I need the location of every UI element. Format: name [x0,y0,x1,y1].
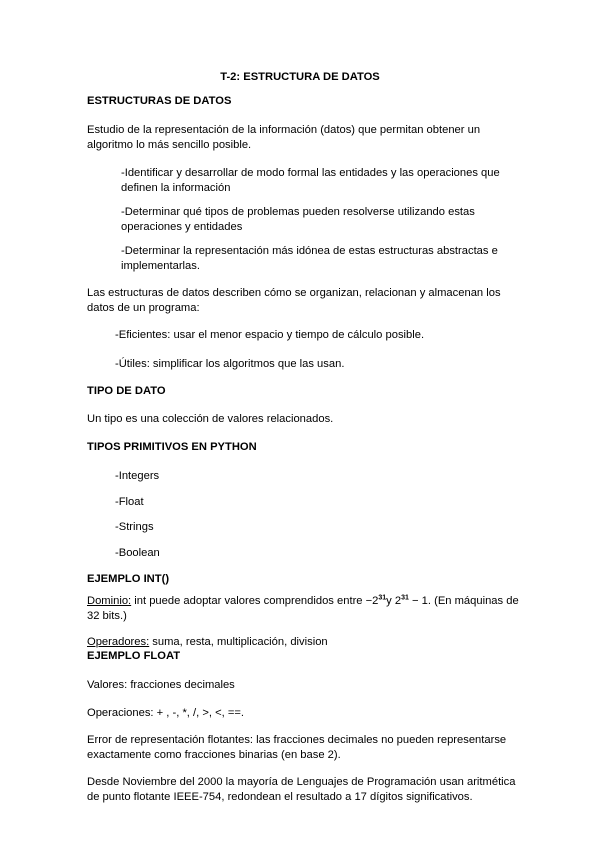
bullet-determinar-tipos: -Determinar qué tipos de problemas pueden resolverse utilizando estas operaciones y entidades [121,206,475,233]
paragraph-operadores [87,635,523,650]
heading-tipo-dato: TIPO DE DATO [87,385,166,397]
list-item-float: -Float [115,496,144,508]
dominio-text-a: int puede adoptar valores comprendidos entre −2 [131,595,379,607]
paragraph-intro: Estudio de la representación de la información (datos) que permitan obtener un algoritmo lo más sencillo posible. [87,124,481,151]
heading-ejemplo-float: EJEMPLO FLOAT [87,650,181,662]
paragraph-dominio [87,594,523,623]
heading-estructuras: ESTRUCTURAS DE DATOS [87,95,232,107]
dominio-exponent-2: 31 [401,594,409,602]
dominio-exponent-1: 31 [378,594,387,602]
list-item-integers: -Integers [115,470,160,482]
heading-ejemplo-int: EJEMPLO INT() [87,573,170,585]
heading-tipos-primitivos: TIPOS PRIMITIVOS EN PYTHON [87,441,257,453]
page-title: T-2: ESTRUCTURA DE DATOS [220,71,380,83]
operadores-label: Operadores: [87,636,150,648]
paragraph-tipo-dato: Un tipo es una colección de valores relacionados. [87,413,334,425]
paragraph-error-representacion: Error de representación flotantes: las fracciones decimales no pueden representarse exactamente como fracciones binarias (en base 2). [87,734,507,761]
list-item-strings: -Strings [115,521,154,533]
paragraph-operaciones: Operaciones: + , -, *, /, >, <, ==. [87,707,245,719]
paragraph-estructuras-describen: Las estructuras de datos describen cómo se organizan, relacionan y almacenan los datos de un programa: [87,287,501,314]
bullet-determinar-representacion: -Determinar la representación más idónea de estas estructuras abstractas e implementarlas. [121,245,498,272]
paragraph-ieee: Desde Noviembre del 2000 la mayoría de Lenguajes de Programación usan aritmética de punto flotante IEEE-754, redondean el resultado a 17 dígitos significativos. [87,776,516,803]
dominio-text-b: y 2 [386,595,402,607]
operadores-text: suma, resta, multiplicación, division [149,636,328,648]
dominio-text-c: − 1. (En máquinas de 32 bits.) [87,595,519,622]
paragraph-valores: Valores: fracciones decimales [87,679,235,691]
bullet-eficientes: -Eficientes: usar el menor espacio y tiempo de cálculo posible. [115,329,425,341]
list-item-boolean: -Boolean [115,547,160,559]
bullet-identificar: -Identificar y desarrollar de modo formal las entidades y las operaciones que definen la información [121,167,500,194]
bullet-utiles: -Útiles: simplificar los algoritmos que las usan. [115,358,345,370]
dominio-label: Dominio: [87,595,132,607]
